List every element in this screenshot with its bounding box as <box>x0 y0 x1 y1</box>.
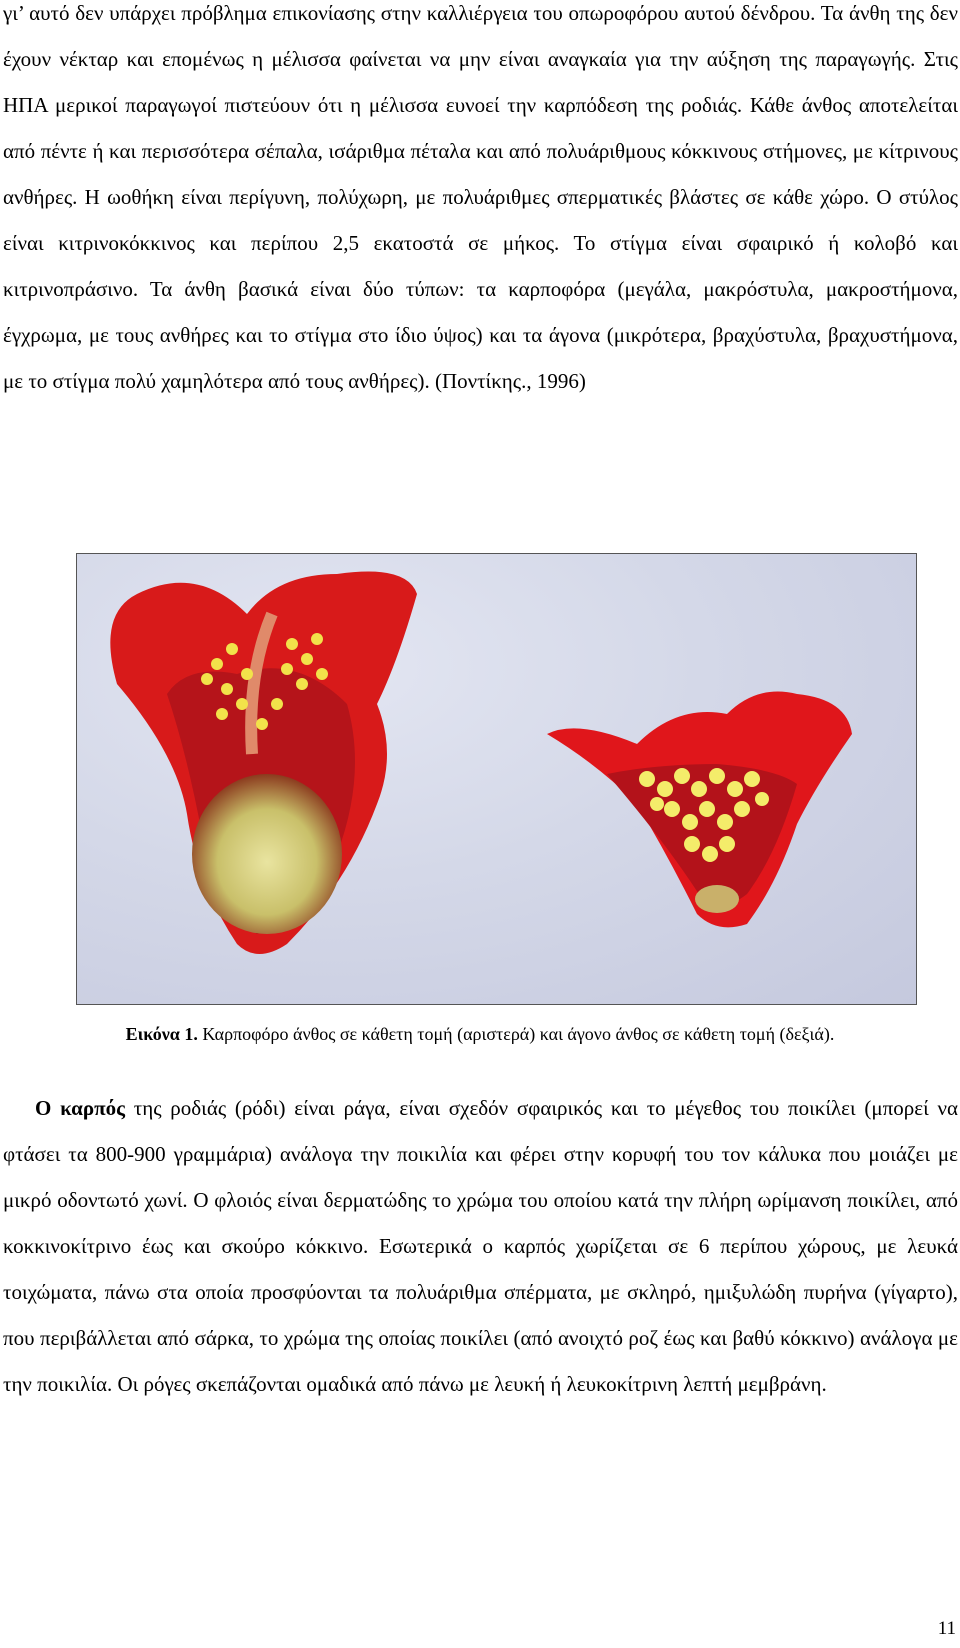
sterile-flower <box>547 692 852 928</box>
figure-label: Εικόνα 1. <box>125 1024 198 1044</box>
figure-caption-text: Καρποφόρο άνθος σε κάθετη τομή (αριστερά) και άγονο άνθος σε κάθετη τομή (δεξιά). <box>197 1024 835 1044</box>
fertile-flower <box>110 572 417 955</box>
body-paragraph-fruit <box>3 1085 958 1407</box>
pomegranate-flowers-illustration <box>77 554 916 1004</box>
figure-caption <box>0 1021 960 1047</box>
body-paragraph-flowers: γι’ αυτό δεν υπάρχει πρόβλημα επικονίασης στην καλλιέργεια του οπωροφόρου αυτού δένδρου. Τα άνθη της δεν έχουν νέκταρ και επομένως η μέλισσα φαίνεται να μην είναι αναγκαία για την αύξηση της παραγωγής. Στις ΗΠΑ μερικοί παραγωγοί πιστεύουν ότι η μέλισσα ευνοεί την καρπόδεση της ροδιάς. Κάθε άνθος αποτελείται από πέντε ή και περισσότερα σέπαλα, ισάριθμα πέταλα και από πολυάριθμους κόκκινους στήμονες, με κίτρινους ανθήρες. Η ωοθήκη είναι περίγυνη, πολύχωρη, με πολυάριθμες σπερματικές βλάστες σε κάθε χώρο. Ο στύλος είναι κιτρινοκόκκινος και περίπου 2,5 εκατοστά σε μήκος. Το στίγμα είναι σφαιρικό ή κολοβό και κιτρινοπράσινο. Τα άνθη βασικά είναι δύο τύπων: τα καρποφόρα (μεγάλα, μακρόστυλα, μακροστήμονα, έγχρωμα, με τους ανθήρες και το στίγμα στο ίδιο ύψος) και τα άγονα (μικρότερα, βραχύστυλα, βραχυστήμονα, με το στίγμα πολύ χαμηλότερα από τους ανθήρες). (Ποντίκης., 1996) <box>3 1 958 393</box>
fruit-lead-term: Ο καρπός <box>35 1096 125 1120</box>
flower-cross-section-photo <box>76 553 917 1005</box>
fruit-paragraph-text: της ροδιάς (ρόδι) είναι ράγα, είναι σχεδόν σφαιρικός και το μέγεθος του ποικίλει (μπορεί να φτάσει τα 800-900 γραμμάρια) ανάλογα την ποικιλία και φέρει στην κορυφή του τον κάλυκα που μοιάζει με μικρό οδοντωτό χωνί. Ο φλοιός είναι δερματώδης το χρώμα του οποίου κατά την πλήρη ωρίμανση ποικίλει, από κοκκινοκίτρινο έως και σκούρο κόκκινο. Εσωτερικά ο καρπός χωρίζεται σε 6 περίπου χώρους, με λευκά τοιχώματα, πάνω στα οποία προσφύονται τα πολυάριθμα σπέρματα, με σκληρό, ημιξυλώδη πυρήνα (γίγαρτο), που περιβάλλεται από σάρκα, το χρώμα της οποίας ποικίλει (από ανοιχτό ροζ έως και βαθύ κόκκινο) ανάλογα με την ποικιλία. Οι ρόγες σκεπάζονται ομαδικά από πάνω με λευκή ή λευκοκίτρινη λεπτή μεμβράνη. <box>3 1096 958 1396</box>
page-number: 11 <box>937 1618 956 1639</box>
